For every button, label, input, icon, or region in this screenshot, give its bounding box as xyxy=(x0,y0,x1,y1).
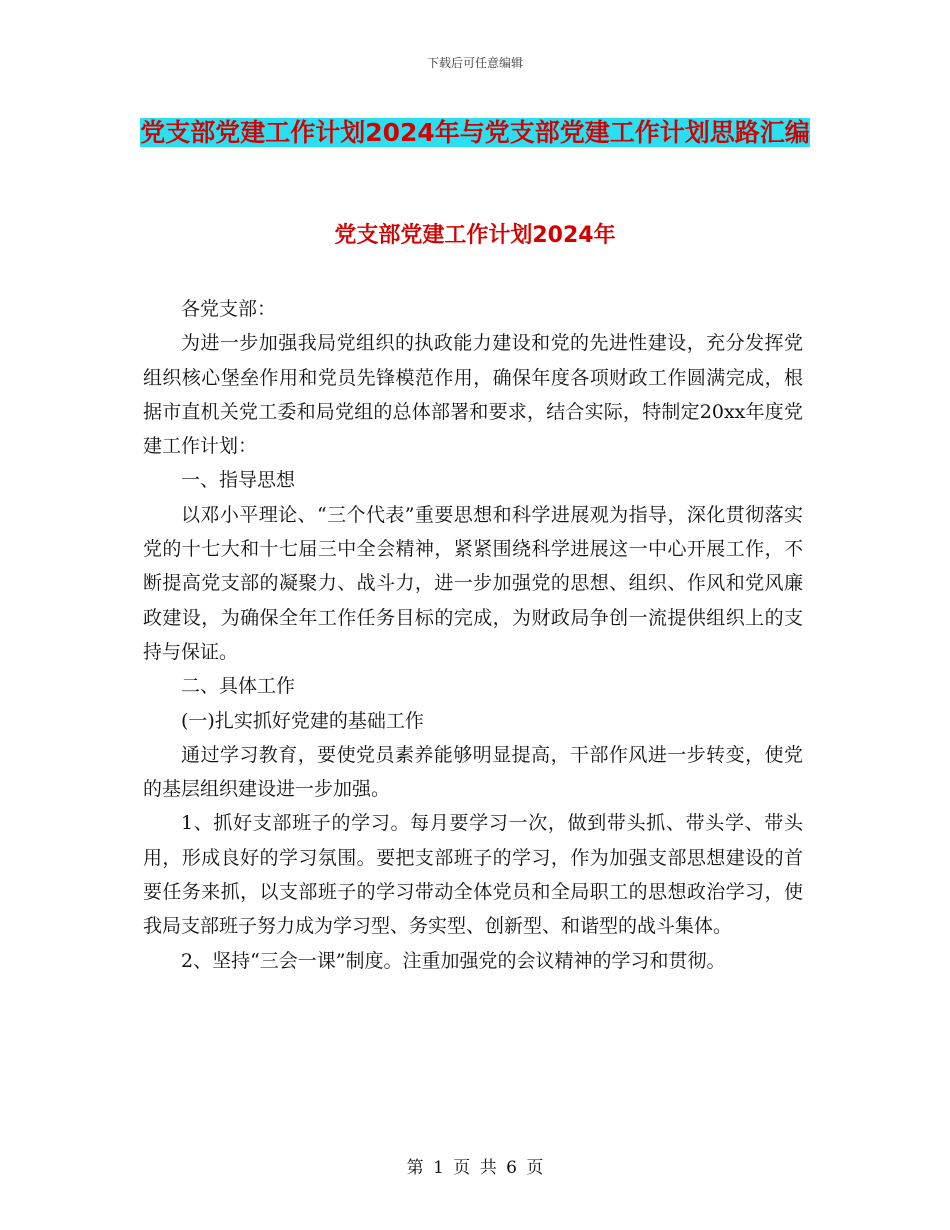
document-title-text: 党支部党建工作计划2024年与党支部党建工作计划思路汇编 xyxy=(140,118,810,147)
intro-paragraph: 为进一步加强我局党组织的执政能力建设和党的先进性建设，充分发挥党组织核心堡垒作用和党员先锋模范作用，确保年度各项财政工作圆满完成，根据市直机关党工委和局党组的总体部署和要求，结合实际，特制定20xx年度党建工作计划： xyxy=(143,332,803,458)
salutation: 各党支部： xyxy=(181,298,277,320)
document-title xyxy=(140,110,810,156)
document-body xyxy=(143,292,803,978)
item-1-paragraph: 1、抓好支部班子的学习。每月要学习一次，做到带头抓、带头学、带头用，形成良好的学习氛围。要把支部班子的学习，作为加强支部思想建设的首要任务来抓，以支部班子的学习带动全体党员和全局职工的思想政治学习，使我局支部班子努力成为学习型、务实型、创新型、和谐型的战斗集体。 xyxy=(143,812,803,938)
section-title: 党支部党建工作计划2024年 xyxy=(334,223,616,248)
subheading-foundation-work: (一)扎实抓好党建的基础工作 xyxy=(181,709,424,732)
heading-guiding-thought: 一、指导思想 xyxy=(181,469,296,492)
heading-specific-work: 二、具体工作 xyxy=(181,675,296,698)
item-2-paragraph: 2、坚持“三会一课”制度。注重加强党的会议精神的学习和贯彻。 xyxy=(181,949,726,972)
header-note: 下载后可任意编辑 xyxy=(426,56,523,70)
guiding-thought-paragraph: 以邓小平理论、“三个代表”重要思想和科学进展观为指导，深化贯彻落实党的十七大和十七届三中全会精神，紧紧围绕科学进展这一中心开展工作，不断提高党支部的凝聚力、战斗力，进一步加强党的思想、组织、作风和党风廉政建设，为确保全年工作任务目标的完成，为财政局争创一流提供组织上的支持与保证。 xyxy=(143,503,803,663)
page-footer: 第 1 页 共 6 页 xyxy=(406,1158,544,1178)
foundation-paragraph: 通过学习教育，要使党员素养能够明显提高，干部作风进一步转变，使党的基层组织建设进一步加强。 xyxy=(143,743,803,801)
